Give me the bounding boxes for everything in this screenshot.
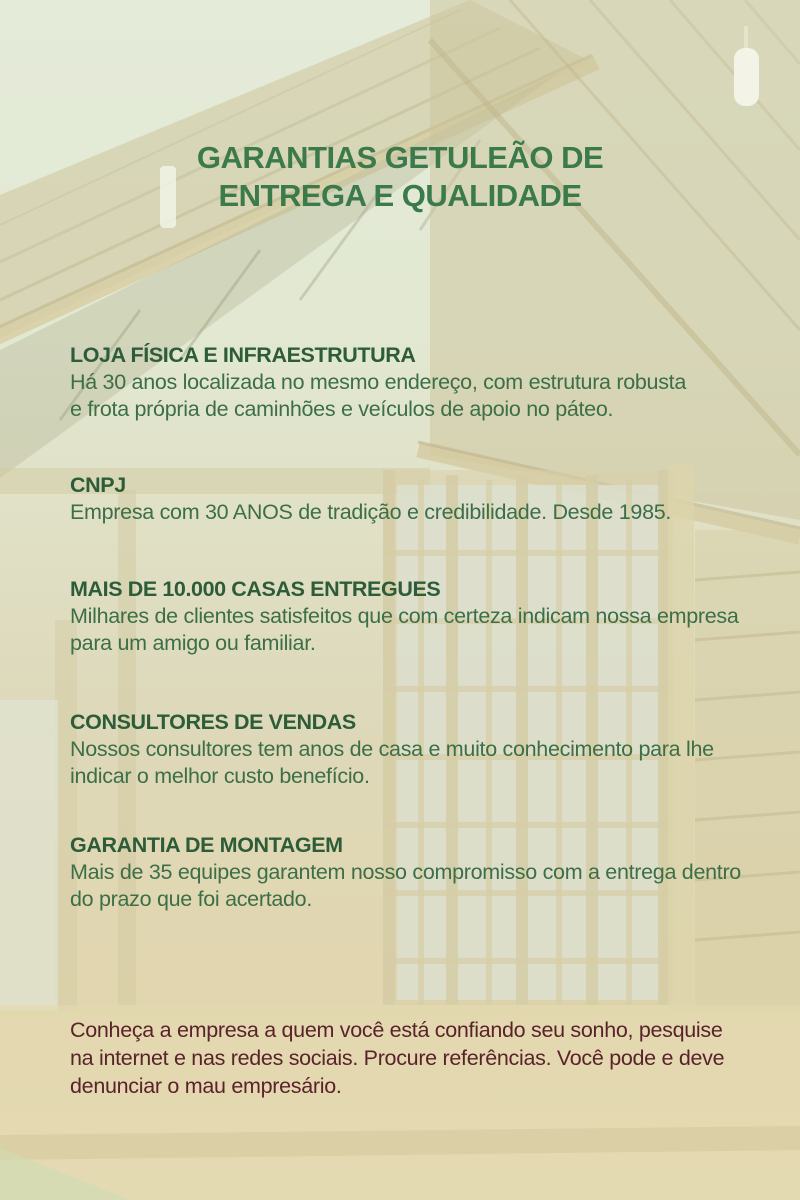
section-heading: CNPJ [70,473,126,497]
disclaimer-text [70,1016,724,1100]
disclaimer-line: denunciar o mau empresário. [70,1074,342,1098]
section-text-line: Mais de 35 equipes garantem nosso compromisso com a entrega dentro [70,860,741,884]
section-consultores [70,709,714,790]
page-title-line-2: ENTREGA E QUALIDADE [218,178,582,213]
section-text-line: para um amigo ou familiar. [70,631,316,655]
section-text-line: Há 30 anos localizada no mesmo endereço, com estrutura robusta [70,370,686,394]
disclaimer-line: na internet e nas redes sociais. Procure referências. Você pode e deve [70,1046,725,1070]
section-text-line: indicar o melhor custo benefício. [70,764,370,788]
section-text-line: Empresa com 30 ANOS de tradição e credibilidade. Desde 1985. [70,500,672,524]
section-cnpj [70,472,671,526]
section-heading: LOJA FÍSICA E INFRAESTRUTURA [70,343,416,367]
section-text-line: do prazo que foi acertado. [70,887,313,911]
section-heading: MAIS DE 10.000 CASAS ENTREGUES [70,577,441,601]
section-heading: CONSULTORES DE VENDAS [70,710,356,734]
section-text-line: Nossos consultores tem anos de casa e muito conhecimento para lhe [70,737,714,761]
section-loja-fisica [70,342,686,423]
section-casas-entregues [70,576,739,657]
section-text-line: e frota própria de caminhões e veículos de apoio no páteo. [70,397,614,421]
page-title-line-1: GARANTIAS GETULEÃO DE [196,140,604,175]
section-text-line: Milhares de clientes satisfeitos que com certeza indicam nossa empresa [70,604,739,628]
section-heading: GARANTIA DE MONTAGEM [70,833,343,857]
section-garantia-montagem [70,832,741,913]
disclaimer-line: Conheça a empresa a quem você está confiando seu sonho, pesquise [70,1018,723,1042]
page-title [0,139,800,215]
